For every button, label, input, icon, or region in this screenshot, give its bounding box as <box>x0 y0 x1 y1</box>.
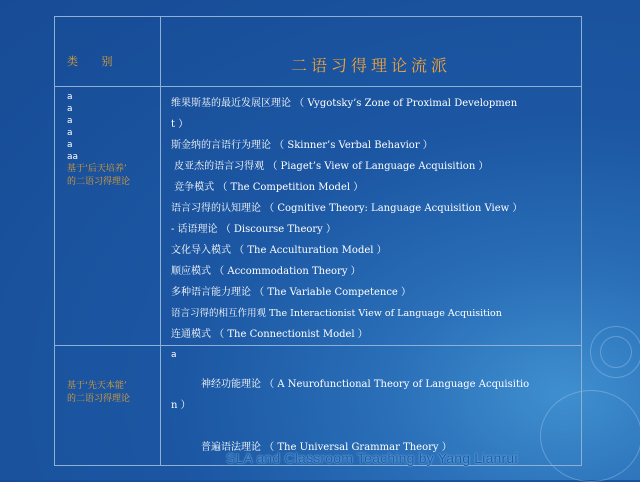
list-item: 皮亚杰的语言习得观 （ Piaget’s View of Language Acquisition ） <box>171 161 489 172</box>
list-item: 竞争模式 （ The Competition Model ） <box>171 182 364 193</box>
category-header: 类 别 <box>55 17 161 87</box>
list-item: 多种语言能力理论 （ The Variable Competence ） <box>171 287 412 298</box>
marker: a <box>67 128 73 138</box>
group2-theory-list <box>161 346 582 466</box>
group1-label-line2: 的二语习得理论 <box>67 177 131 187</box>
marker: a <box>67 116 73 126</box>
background-swirl <box>600 336 632 368</box>
table-title: 二语习得理论流派 <box>161 17 582 87</box>
list-item: 普遍语法理论 （ The Universal Grammar Theory ） <box>201 442 452 453</box>
table-row <box>55 346 582 466</box>
list-item: n ） <box>171 400 191 411</box>
group2-category-cell <box>55 346 161 466</box>
group1-theory-list <box>161 87 582 346</box>
table-header-row <box>55 17 582 87</box>
theory-table <box>54 16 582 466</box>
footer-credit: SLA and Classroom Teaching by Yang Lianrui <box>226 450 518 466</box>
list-item: 语言习得的认知理论 （ Cognitive Theory: Language Acquisition View ） <box>171 203 523 214</box>
list-item: 顺应模式 （ Accommodation Theory ） <box>171 266 361 277</box>
group1-category-cell <box>55 87 161 346</box>
marker: a <box>67 92 73 102</box>
marker: a <box>67 104 73 114</box>
list-item: t ） <box>171 119 189 130</box>
list-item: 文化导入模式 （ The Acculturation Model ） <box>171 245 387 256</box>
list-item: 斯金纳的言语行为理论 （ Skinner’s Verbal Behavior ） <box>171 140 433 151</box>
group2-label-line1: 基于‘先天本能’ <box>67 381 127 391</box>
list-item: - 话语理论 （ Discourse Theory ） <box>171 224 336 235</box>
list-item: 连通模式 （ The Connectionist Model ） <box>171 329 368 340</box>
list-item: 神经功能理论 （ A Neurofunctional Theory of Language Acquisitio <box>201 379 530 390</box>
marker: a <box>171 350 177 360</box>
table-row <box>55 87 582 346</box>
marker: aa <box>67 152 79 162</box>
list-item: 语言习得的相互作用观 The Interactionist View of Language Acquisition <box>171 308 502 319</box>
marker: a <box>67 140 73 150</box>
group2-label-line2: 的二语习得理论 <box>67 394 131 404</box>
list-item: 维果斯基的最近发展区理论 （ Vygotsky’s Zone of Proximal Developmen <box>171 98 518 109</box>
group1-label-line1: 基于‘后天培养’ <box>67 164 127 174</box>
